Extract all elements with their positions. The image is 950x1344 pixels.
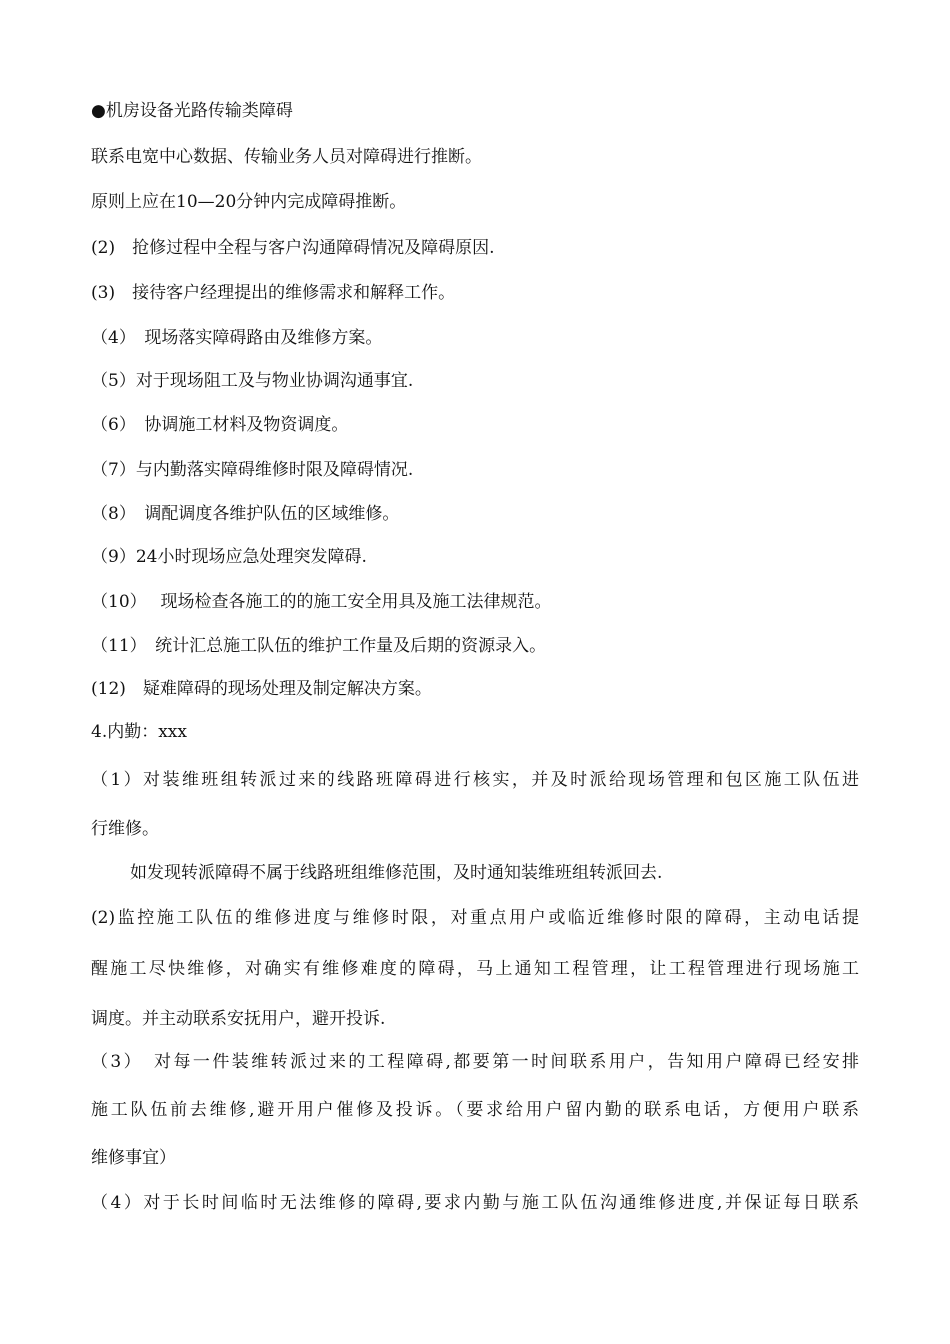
paragraph-line: （3） 对每一件装维转派过来的工程障碍,都要第一时间联系用户，告知用户障碍已经安排 — [91, 1052, 859, 1072]
list-item: （6） 协调施工材料及物资调度。 — [91, 415, 349, 435]
paragraph-line: 醒施工尽快维修，对确实有维修难度的障碍，马上通知工程管理，让工程管理进行现场施工 — [91, 959, 859, 979]
section-heading: ●机房设备光路传输类障碍 — [91, 101, 293, 121]
list-item: (3) 接待客户经理提出的维修需求和解释工作。 — [91, 283, 456, 303]
section-heading: 4.内勤：xxx — [91, 722, 187, 742]
paragraph-line: 调度。并主动联系安抚用户，避开投诉. — [91, 1009, 386, 1029]
paragraph-line: (2)监控施工队伍的维修进度与维修时限，对重点用户或临近维修时限的障碍，主动电话提 — [91, 908, 859, 928]
list-item: （9）24小时现场应急处理突发障碍. — [91, 547, 367, 567]
paragraph-line: 联系电宽中心数据、传输业务人员对障碍进行推断。 — [91, 147, 482, 167]
paragraph-line: 施工队伍前去维修,避开用户催修及投诉。（要求给用户留内勤的联系电话，方便用户联系 — [91, 1100, 859, 1120]
paragraph-line: 如发现转派障碍不属于线路班组维修范围，及时通知装维班组转派回去. — [130, 863, 663, 883]
list-item: (2) 抢修过程中全程与客户沟通障碍情况及障碍原因. — [91, 238, 495, 258]
list-item: （5）对于现场阻工及与物业协调沟通事宜. — [91, 371, 414, 391]
list-item: （11） 统计汇总施工队伍的维护工作量及后期的资源录入。 — [91, 636, 547, 656]
paragraph-line: 原则上应在10—20分钟内完成障碍推断。 — [91, 192, 407, 212]
list-item: （8） 调配调度各维护队伍的区域维修。 — [91, 504, 400, 524]
paragraph-line: （4）对于长时间临时无法维修的障碍,要求内勤与施工队伍沟通维修进度,并保证每日联系 — [91, 1193, 859, 1213]
list-item: (12) 疑难障碍的现场处理及制定解决方案。 — [91, 679, 432, 699]
list-item: （7）与内勤落实障碍维修时限及障碍情况. — [91, 460, 414, 480]
list-item: （4） 现场落实障碍路由及维修方案。 — [91, 328, 383, 348]
list-item: （10） 现场检查各施工的的施工安全用具及施工法律规范。 — [91, 592, 552, 612]
paragraph-line: 行维修。 — [91, 819, 159, 839]
paragraph-line: 维修事宜） — [91, 1148, 176, 1168]
paragraph-line: （1）对装维班组转派过来的线路班障碍进行核实，并及时派给现场管理和包区施工队伍进 — [91, 770, 859, 790]
